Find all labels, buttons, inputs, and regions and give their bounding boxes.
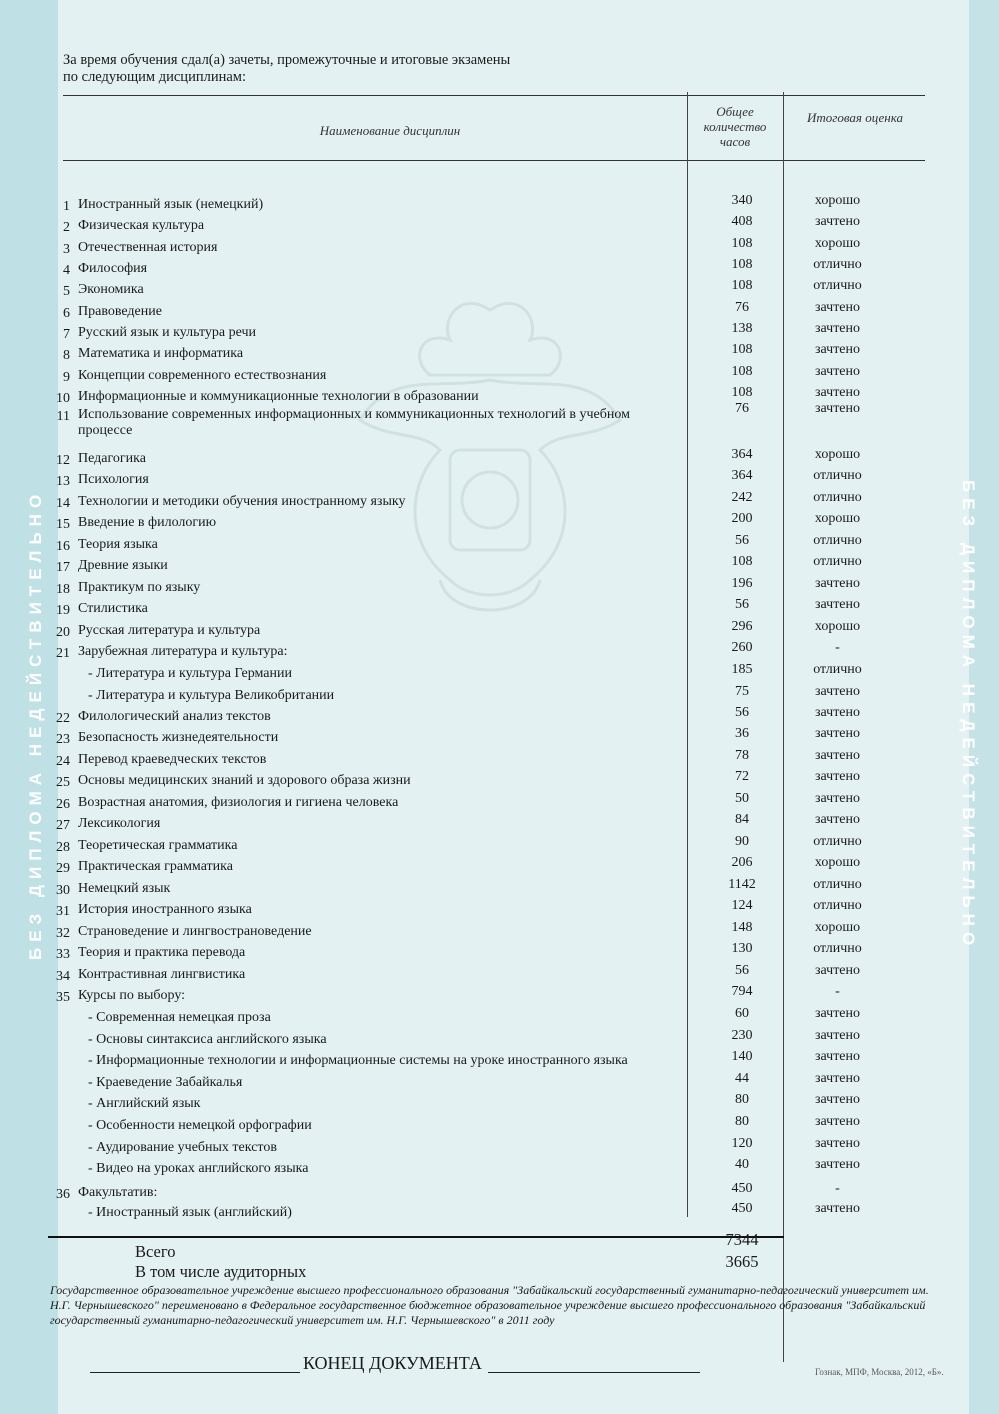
discipline-hours: 80 xyxy=(735,1114,749,1129)
row-number: 34 xyxy=(56,969,70,984)
total-label: Всего xyxy=(135,1242,176,1261)
discipline-grade: зачтено xyxy=(814,321,861,336)
discipline-name: История иностранного языка xyxy=(78,902,252,917)
table-header-rule xyxy=(63,160,925,161)
discipline-grade: отлично xyxy=(813,941,862,956)
totals-rule xyxy=(48,1236,784,1238)
discipline-hours: 148 xyxy=(731,920,753,935)
discipline-grade: зачтено xyxy=(814,300,861,315)
row-number: 18 xyxy=(56,582,70,597)
discipline-grade: зачтено xyxy=(814,576,861,591)
row-number: 13 xyxy=(56,474,70,489)
discipline-name: Филологический анализ текстов xyxy=(78,709,271,724)
row-number: 30 xyxy=(56,883,70,898)
discipline-name: Практическая грамматика xyxy=(78,859,233,874)
row-number: 19 xyxy=(56,603,70,618)
discipline-hours: 56 xyxy=(735,533,749,548)
row-number: 36 xyxy=(56,1187,70,1202)
discipline-name: Страноведение и лингвострановедение xyxy=(78,924,312,939)
row-number: 17 xyxy=(56,560,70,575)
total-value: 7344 xyxy=(725,1230,759,1249)
discipline-name: Теоретическая грамматика xyxy=(78,838,238,853)
discipline-grade: зачтено xyxy=(814,1114,861,1129)
discipline-hours: 72 xyxy=(735,769,749,784)
discipline-grade: зачтено xyxy=(814,214,861,229)
column-divider-1 xyxy=(687,92,688,1217)
discipline-hours: 124 xyxy=(731,898,753,913)
discipline-name: Курсы по выбору: xyxy=(78,988,186,1003)
discipline-grade: зачтено xyxy=(814,726,861,741)
discipline-name: - Современная немецкая проза xyxy=(88,1010,271,1025)
discipline-name: Контрастивная лингвистика xyxy=(78,967,246,982)
discipline-hours: 108 xyxy=(731,257,753,272)
discipline-hours: 76 xyxy=(735,300,749,315)
discipline-hours: 80 xyxy=(735,1092,749,1107)
table-top-rule xyxy=(63,95,925,96)
discipline-name: Русский язык и культура речи xyxy=(78,325,257,340)
row-number: 5 xyxy=(63,284,70,299)
discipline-hours: 230 xyxy=(731,1028,753,1043)
discipline-hours: 364 xyxy=(731,447,753,462)
discipline-hours: 84 xyxy=(735,812,749,827)
discipline-grade: зачтено xyxy=(814,769,861,784)
discipline-grade: отлично xyxy=(813,554,862,569)
side-text-right: БЕЗ ДИПЛОМА НЕДЕЙСТВИТЕЛЬНО xyxy=(959,480,978,952)
discipline-grade: зачтено xyxy=(814,812,861,827)
row-number: 32 xyxy=(56,926,70,941)
discipline-hours: 108 xyxy=(731,342,753,357)
row-number: 12 xyxy=(56,453,70,468)
discipline-grade: хорошо xyxy=(814,920,861,935)
row-number: 35 xyxy=(56,990,70,1005)
discipline-hours: 76 xyxy=(735,401,749,416)
discipline-name: Возрастная анатомия, физиология и гигиена человека xyxy=(78,795,399,810)
discipline-grade: зачтено xyxy=(814,963,861,978)
row-number: 10 xyxy=(56,391,70,406)
row-number: 31 xyxy=(56,904,70,919)
discipline-hours: 1142 xyxy=(728,877,756,892)
discipline-name: - Английский язык xyxy=(88,1096,201,1111)
discipline-grade: - xyxy=(835,640,840,655)
discipline-grade: зачтено xyxy=(814,597,861,612)
discipline-hours: 108 xyxy=(731,385,753,400)
row-number: 21 xyxy=(56,646,70,661)
discipline-hours: 206 xyxy=(731,855,753,870)
row-number: 26 xyxy=(56,797,70,812)
discipline-name: Психология xyxy=(78,472,149,487)
discipline-name: - Аудирование учебных текстов xyxy=(88,1140,277,1155)
discipline-hours: 794 xyxy=(731,984,753,999)
end-of-document: КОНЕЦ ДОКУМЕНТА xyxy=(303,1353,482,1373)
discipline-name: Русская литература и культура xyxy=(78,623,261,638)
discipline-name: - Литература и культура Германии xyxy=(88,666,292,681)
discipline-hours: 36 xyxy=(735,726,749,741)
column-header-hours: Общее количество часов xyxy=(703,104,767,149)
intro-line-1: За время обучения сдал(а) зачеты, промежуточные и итоговые экзамены xyxy=(63,52,511,68)
discipline-hours: 56 xyxy=(735,597,749,612)
discipline-hours: 364 xyxy=(731,468,753,483)
row-number: 8 xyxy=(63,348,70,363)
discipline-grade: хорошо xyxy=(814,855,861,870)
discipline-hours: 196 xyxy=(731,576,753,591)
column-divider-2 xyxy=(783,92,784,1362)
row-number: 24 xyxy=(56,754,70,769)
discipline-hours: 138 xyxy=(731,321,753,336)
discipline-grade: хорошо xyxy=(814,447,861,462)
discipline-hours: 108 xyxy=(731,364,753,379)
discipline-grade: зачтено xyxy=(814,684,861,699)
discipline-grade: зачтено xyxy=(814,1092,861,1107)
row-number: 4 xyxy=(63,263,70,278)
discipline-name: - Видео на уроках английского языка xyxy=(88,1161,309,1176)
discipline-grade: зачтено xyxy=(814,1006,861,1021)
discipline-grade: хорошо xyxy=(814,511,861,526)
discipline-grade: хорошо xyxy=(814,236,861,251)
discipline-name: Факультатив: xyxy=(78,1185,158,1200)
discipline-grade: хорошо xyxy=(814,193,861,208)
end-line-left xyxy=(90,1372,300,1373)
discipline-hours: 60 xyxy=(735,1006,749,1021)
row-number: 28 xyxy=(56,840,70,855)
discipline-grade: - xyxy=(835,984,840,999)
row-number: 25 xyxy=(56,775,70,790)
discipline-grade: зачтено xyxy=(814,385,861,400)
auditorium-value: 3665 xyxy=(725,1252,759,1271)
discipline-hours: 108 xyxy=(731,236,753,251)
discipline-name: Математика и информатика xyxy=(78,346,244,361)
side-text-left: БЕЗ ДИПЛОМА НЕДЕЙСТВИТЕЛЬНО xyxy=(26,488,45,960)
intro-text xyxy=(63,52,510,86)
discipline-grade: отлично xyxy=(813,662,862,677)
discipline-name: - Основы синтаксиса английского языка xyxy=(88,1032,327,1047)
discipline-name: - Литература и культура Великобритании xyxy=(88,688,335,703)
discipline-grade: зачтено xyxy=(814,748,861,763)
discipline-name: Практикум по языку xyxy=(78,580,201,595)
discipline-name: Древние языки xyxy=(78,558,168,573)
discipline-name: - Иностранный язык (английский) xyxy=(88,1205,292,1220)
discipline-name: Теория и практика перевода xyxy=(78,945,246,960)
row-number: 2 xyxy=(63,220,70,235)
discipline-hours: 56 xyxy=(735,963,749,978)
footnote: Государственное образовательное учреждение высшего профессионального образования "Забайкальский государственный гуманитарно-педагогический университет им. Н.Г. Чернышевского" переименовано в Федеральное государственное бюджетное образовательное учреждение высшего профессионального образования "Забайкальский государственный гуманитарно-педагогический университет им. Н.Г. Чернышевского" в 2011 году xyxy=(50,1283,929,1327)
discipline-name: Лексикология xyxy=(78,816,161,831)
discipline-hours: 450 xyxy=(731,1201,753,1216)
intro-line-2: по следующим дисциплинам: xyxy=(63,69,246,85)
row-number: 16 xyxy=(56,539,70,554)
discipline-name: Безопасность жизнедеятельности xyxy=(78,730,279,745)
discipline-grade: зачтено xyxy=(814,1049,861,1064)
discipline-name: Перевод краеведческих текстов xyxy=(78,752,267,767)
discipline-grade: зачтено xyxy=(814,791,861,806)
discipline-name: Основы медицинских знаний и здорового образа жизни xyxy=(78,773,411,788)
discipline-hours: 296 xyxy=(731,619,753,634)
discipline-grade: отлично xyxy=(813,834,862,849)
row-number: 33 xyxy=(56,947,70,962)
discipline-grade: зачтено xyxy=(814,364,861,379)
discipline-grade: отлично xyxy=(813,278,862,293)
auditorium-label: В том числе аудиторных xyxy=(135,1262,307,1281)
discipline-grade: - xyxy=(835,1181,840,1196)
discipline-name: Философия xyxy=(78,261,148,276)
discipline-name: Экономика xyxy=(78,282,144,297)
discipline-hours: 90 xyxy=(735,834,749,849)
discipline-hours: 108 xyxy=(731,554,753,569)
end-line-right xyxy=(488,1372,700,1373)
discipline-hours: 140 xyxy=(731,1049,753,1064)
discipline-name: Физическая культура xyxy=(78,218,205,233)
discipline-name: Теория языка xyxy=(78,537,158,552)
row-number: 23 xyxy=(56,732,70,747)
discipline-name: Правоведение xyxy=(78,304,162,319)
discipline-hours: 120 xyxy=(731,1136,753,1151)
discipline-hours: 200 xyxy=(731,511,753,526)
discipline-hours: 260 xyxy=(731,640,753,655)
discipline-grade: зачтено xyxy=(814,401,861,416)
discipline-hours: 185 xyxy=(731,662,753,677)
discipline-grade: зачтено xyxy=(814,342,861,357)
row-number: 6 xyxy=(63,306,70,321)
row-number: 29 xyxy=(56,861,70,876)
discipline-grade: отлично xyxy=(813,898,862,913)
discipline-grade: отлично xyxy=(813,533,862,548)
discipline-name: Технологии и методики обучения иностранному языку xyxy=(78,494,406,509)
discipline-hours: 40 xyxy=(735,1157,749,1172)
discipline-grade: отлично xyxy=(813,877,862,892)
discipline-name: - Особенности немецкой орфографии xyxy=(88,1118,312,1133)
row-number: 9 xyxy=(63,370,70,385)
row-number: 7 xyxy=(63,327,70,342)
discipline-grade: зачтено xyxy=(814,1157,861,1172)
discipline-name: Концепции современного естествознания xyxy=(78,368,327,383)
discipline-grade: зачтено xyxy=(814,705,861,720)
discipline-name: Отечественная история xyxy=(78,240,218,255)
discipline-hours: 408 xyxy=(731,214,753,229)
printer-mark: Гознак, МПФ, Москва, 2012, «Б». xyxy=(815,1367,944,1377)
column-header-grade: Итоговая оценка xyxy=(807,110,903,125)
discipline-grade: отлично xyxy=(813,490,862,505)
discipline-grade: отлично xyxy=(813,257,862,272)
discipline-hours: 44 xyxy=(735,1071,749,1086)
discipline-name: Педагогика xyxy=(78,451,146,466)
discipline-hours: 50 xyxy=(735,791,749,806)
row-number: 11 xyxy=(56,409,70,424)
discipline-name: Использование современных информационных и коммуникационных технологий в учебном процессе xyxy=(78,407,630,438)
discipline-hours: 108 xyxy=(731,278,753,293)
discipline-name: Стилистика xyxy=(78,601,148,616)
row-number: 22 xyxy=(56,711,70,726)
discipline-grade: отлично xyxy=(813,468,862,483)
discipline-name: Немецкий язык xyxy=(78,881,171,896)
discipline-hours: 130 xyxy=(731,941,753,956)
discipline-grade: зачтено xyxy=(814,1071,861,1086)
discipline-hours: 78 xyxy=(735,748,749,763)
discipline-hours: 242 xyxy=(731,490,753,505)
discipline-name: - Краеведение Забайкалья xyxy=(88,1075,243,1090)
discipline-name: Информационные и коммуникационные технологии в образовании xyxy=(78,389,479,404)
discipline-hours: 450 xyxy=(731,1181,753,1196)
row-number: 27 xyxy=(56,818,70,833)
discipline-hours: 340 xyxy=(731,193,753,208)
discipline-grade: зачтено xyxy=(814,1201,861,1216)
discipline-name: Зарубежная литература и культура: xyxy=(78,644,288,659)
column-header-name: Наименование дисциплин xyxy=(319,123,461,138)
discipline-grade: хорошо xyxy=(814,619,861,634)
row-number: 3 xyxy=(63,242,70,257)
discipline-name: Иностранный язык (немецкий) xyxy=(78,197,264,212)
discipline-grade: зачтено xyxy=(814,1028,861,1043)
discipline-grade: зачтено xyxy=(814,1136,861,1151)
discipline-hours: 75 xyxy=(735,684,749,699)
discipline-name: Введение в филологию xyxy=(78,515,217,530)
row-number: 14 xyxy=(56,496,70,511)
row-number: 1 xyxy=(63,199,70,214)
discipline-name: - Информационные технологии и информационные системы на уроке иностранного языка xyxy=(88,1053,628,1068)
row-number: 15 xyxy=(56,517,70,532)
discipline-hours: 56 xyxy=(735,705,749,720)
row-number: 20 xyxy=(56,625,70,640)
